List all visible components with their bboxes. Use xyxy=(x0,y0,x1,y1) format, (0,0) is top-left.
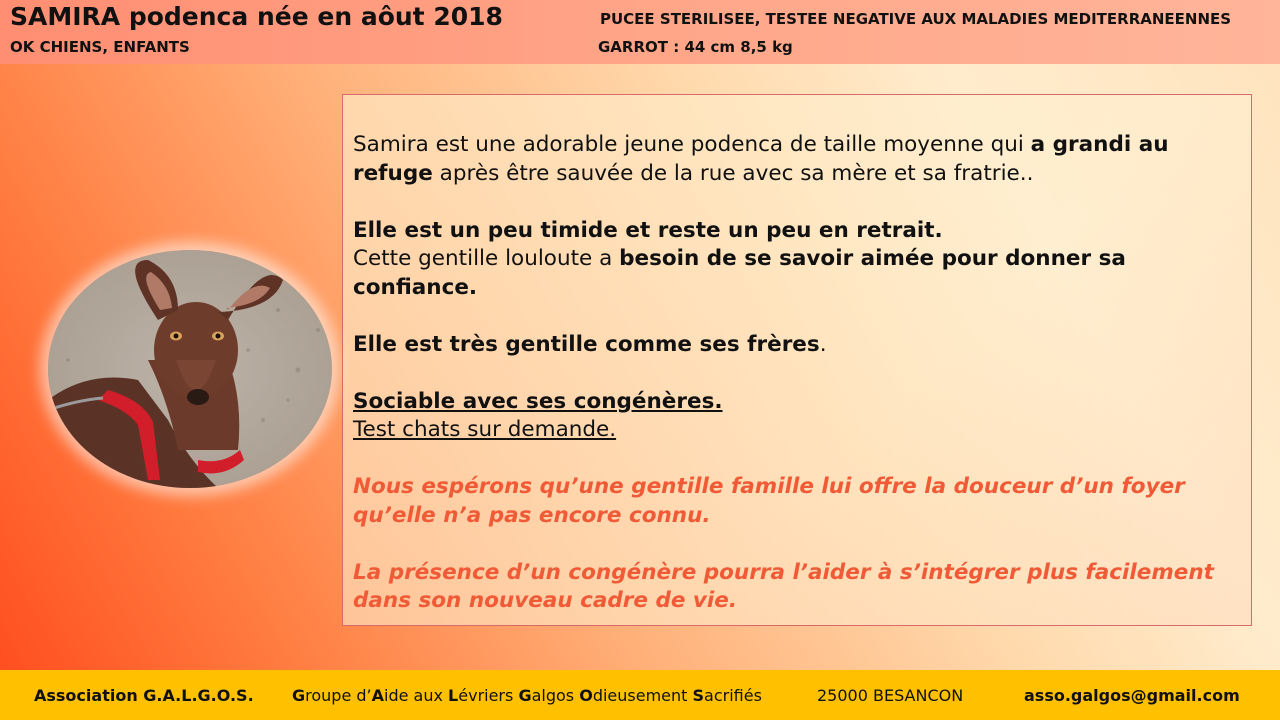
kindness-line xyxy=(353,331,1223,360)
hope-paragraph: Nous espérons qu’une gentille famille lui offre la douceur d’un foyer qu’elle n’a pas encore connu. xyxy=(353,474,1185,528)
initial-a: A xyxy=(371,686,385,705)
compatibility-line: OK CHIENS, ENFANTS xyxy=(10,38,190,56)
companion-paragraph: La présence d’un congénère pourra l’aider à s’intégrer plus facilement dans son nouveau cadre de vie. xyxy=(353,559,1214,613)
header-bar xyxy=(0,0,1280,64)
initial-o: O xyxy=(579,686,593,705)
footer-bar xyxy=(0,670,1280,720)
kindness-period: . xyxy=(819,331,827,357)
needs-text: Cette gentille louloute a xyxy=(353,246,620,271)
word-aide: ide aux xyxy=(384,686,449,705)
word-sacrifies: acrifiés xyxy=(704,686,762,705)
dog-photo xyxy=(48,250,332,488)
word-odieusement: dieusement xyxy=(592,686,693,705)
needs-highlight: besoin de se savoir aimée pour donner sa confiance. xyxy=(353,246,1126,300)
temperament-line: Elle est un peu timide et reste un peu en retrait. xyxy=(353,217,943,243)
intro-text: Samira est une adorable jeune podenca de taille moyenne qui xyxy=(353,132,1031,157)
initial-s: S xyxy=(692,686,705,705)
initial-g1: G xyxy=(292,686,306,705)
association-name: Association G.A.L.G.O.S. xyxy=(34,686,254,705)
kindness-text: Elle est très gentille comme ses frères xyxy=(353,331,820,357)
city: 25000 BESANCON xyxy=(817,686,964,705)
size-weight-line: GARROT : 44 cm 8,5 kg xyxy=(598,38,793,56)
needs-paragraph xyxy=(353,245,1223,302)
sociable-line: Sociable avec ses congénères. xyxy=(353,388,723,414)
word-galgos: algos xyxy=(531,686,580,705)
dog-illustration xyxy=(48,250,332,488)
page-title: SAMIRA podenca née en aôut 2018 xyxy=(10,2,503,31)
association-full-name xyxy=(292,686,762,705)
email-address: asso.galgos@gmail.com xyxy=(1024,686,1240,705)
health-status-line: PUCEE STERILISEE, TESTEE NEGATIVE AUX MALADIES MEDITERRANEENNES xyxy=(600,10,1232,28)
intro-paragraph xyxy=(353,131,1223,188)
description-box xyxy=(342,94,1252,626)
cat-test-line: Test chats sur demande. xyxy=(353,417,617,442)
word-groupe: roupe d’ xyxy=(305,686,372,705)
word-levriers: évriers xyxy=(458,686,519,705)
initial-l: L xyxy=(448,686,459,705)
intro-highlight: a grandi au refuge xyxy=(353,132,1169,186)
initial-g2: G xyxy=(518,686,532,705)
intro-text-end: après être sauvée de la rue avec sa mère et sa fratrie.. xyxy=(432,160,1034,186)
